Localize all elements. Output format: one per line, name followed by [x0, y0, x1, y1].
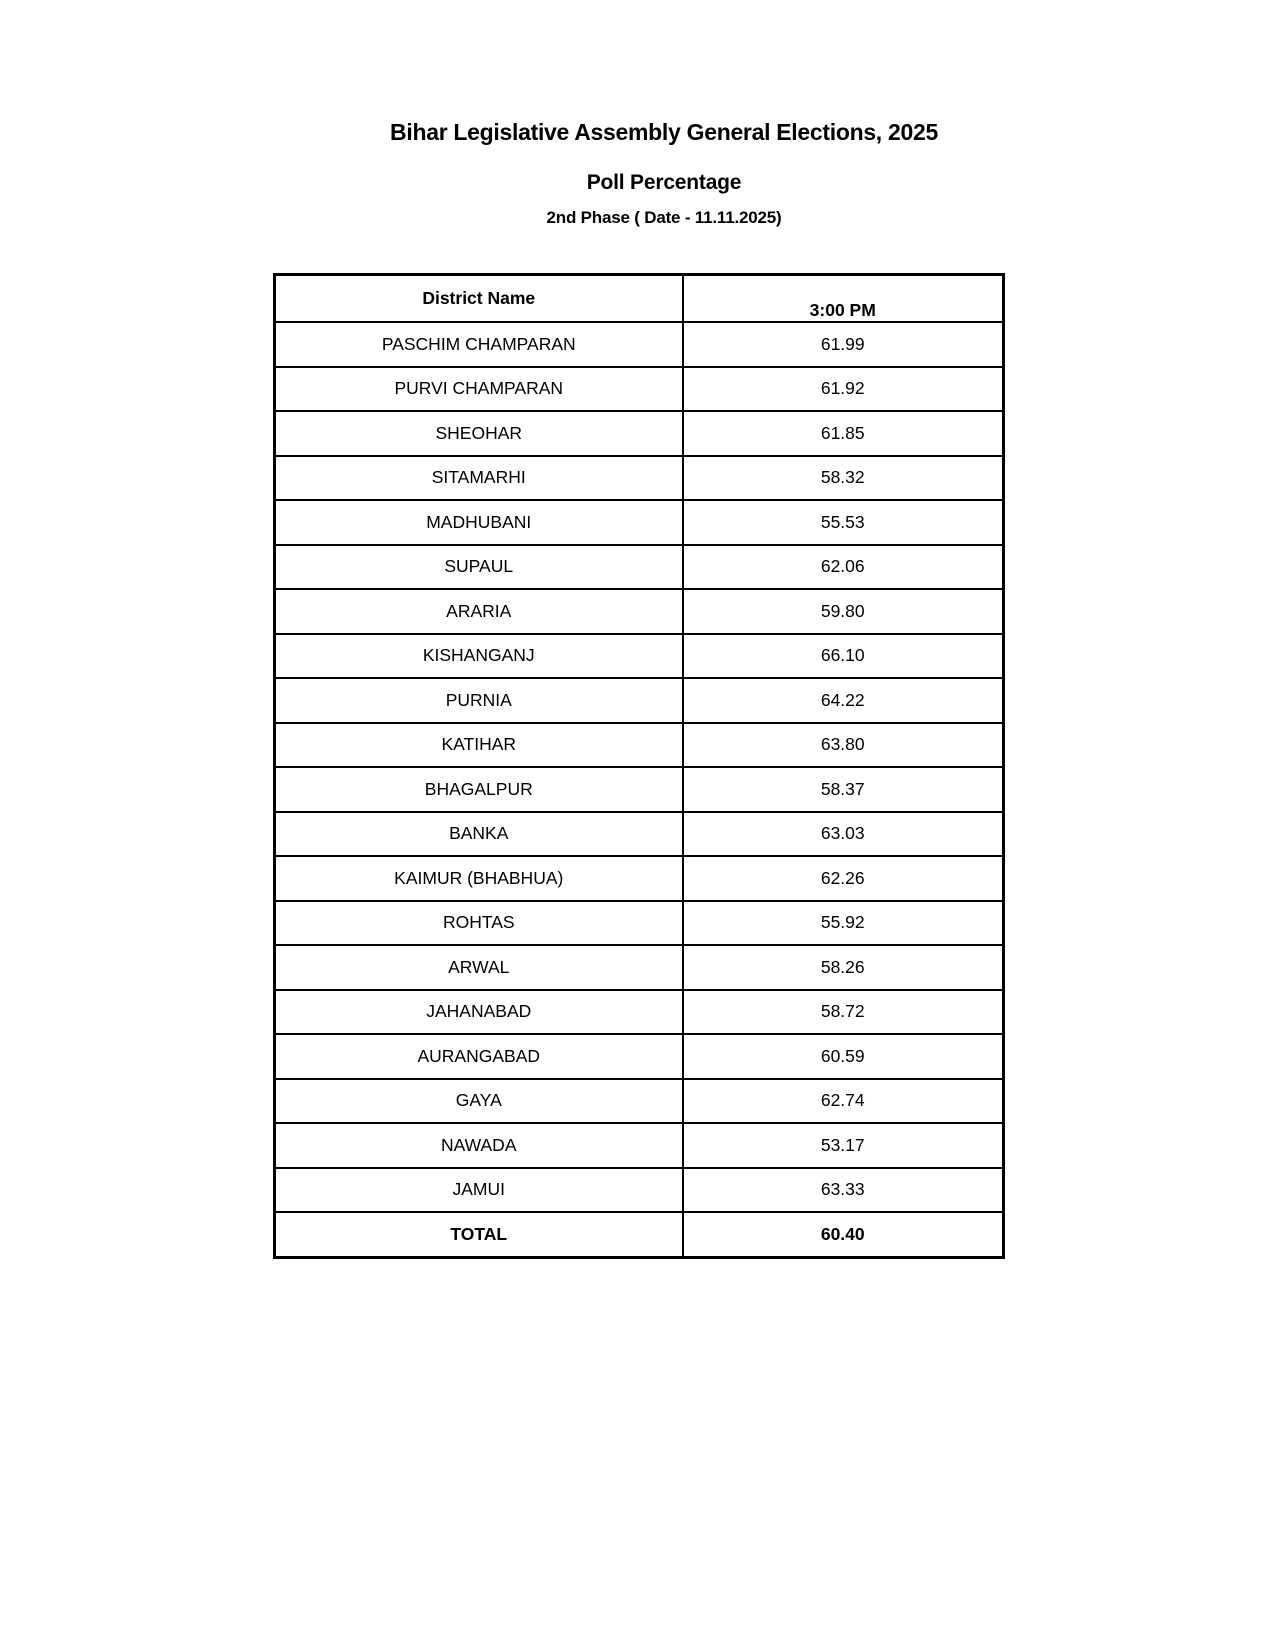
table-row: [275, 589, 1004, 634]
value-cell: 61.99: [683, 322, 1004, 367]
table-row: [275, 322, 1004, 367]
district-cell: SHEOHAR: [275, 411, 683, 456]
table-row: [275, 1034, 1004, 1079]
table-row: [275, 901, 1004, 946]
total-row: [275, 1212, 1004, 1257]
value-cell: 55.92: [683, 901, 1004, 946]
value-cell: 61.85: [683, 411, 1004, 456]
table-body: [275, 322, 1004, 1212]
total-value: 60.40: [683, 1212, 1004, 1257]
header-time: 3:00 PM: [683, 275, 1004, 323]
district-cell: BANKA: [275, 812, 683, 857]
value-cell: 58.37: [683, 767, 1004, 812]
table-row: [275, 856, 1004, 901]
table-row: [275, 456, 1004, 501]
value-cell: 64.22: [683, 678, 1004, 723]
district-cell: GAYA: [275, 1079, 683, 1124]
phase-line: 2nd Phase ( Date - 11.11.2025): [546, 208, 782, 227]
table-row: [275, 945, 1004, 990]
district-cell: JAHANABAD: [275, 990, 683, 1035]
district-cell: NAWADA: [275, 1123, 683, 1168]
district-cell: KISHANGANJ: [275, 634, 683, 679]
table-row: [275, 990, 1004, 1035]
value-cell: 60.59: [683, 1034, 1004, 1079]
table-row: [275, 678, 1004, 723]
table-row: [275, 1079, 1004, 1124]
doc-subtitle: Poll Percentage: [586, 171, 742, 194]
header-row: [275, 275, 1004, 323]
value-cell: 62.06: [683, 545, 1004, 590]
total-label: TOTAL: [275, 1212, 683, 1257]
district-cell: PURNIA: [275, 678, 683, 723]
district-cell: JAMUI: [275, 1168, 683, 1213]
district-cell: SITAMARHI: [275, 456, 683, 501]
district-cell: SUPAUL: [275, 545, 683, 590]
district-cell: ARWAL: [275, 945, 683, 990]
district-cell: KAIMUR (BHABHUA): [275, 856, 683, 901]
table-row: [275, 1123, 1004, 1168]
value-cell: 58.72: [683, 990, 1004, 1035]
table-row: [275, 1168, 1004, 1213]
value-cell: 62.74: [683, 1079, 1004, 1124]
value-cell: 53.17: [683, 1123, 1004, 1168]
district-cell: PASCHIM CHAMPARAN: [275, 322, 683, 367]
value-cell: 63.80: [683, 723, 1004, 768]
value-cell: 55.53: [683, 500, 1004, 545]
table-row: [275, 545, 1004, 590]
district-cell: ROHTAS: [275, 901, 683, 946]
value-cell: 63.03: [683, 812, 1004, 857]
table-row: [275, 367, 1004, 412]
table-row: [275, 411, 1004, 456]
page-title: Bihar Legislative Assembly General Elections, 2025: [390, 119, 938, 145]
poll-percentage-table: [273, 273, 1005, 1259]
header-district-name: District Name: [275, 275, 683, 323]
value-cell: 58.32: [683, 456, 1004, 501]
value-cell: 63.33: [683, 1168, 1004, 1213]
district-cell: ARARIA: [275, 589, 683, 634]
district-cell: BHAGALPUR: [275, 767, 683, 812]
district-cell: PURVI CHAMPARAN: [275, 367, 683, 412]
table-row: [275, 500, 1004, 545]
value-cell: 66.10: [683, 634, 1004, 679]
value-cell: 58.26: [683, 945, 1004, 990]
table-row: [275, 812, 1004, 857]
district-cell: MADHUBANI: [275, 500, 683, 545]
district-cell: AURANGABAD: [275, 1034, 683, 1079]
table-row: [275, 634, 1004, 679]
value-cell: 61.92: [683, 367, 1004, 412]
district-cell: KATIHAR: [275, 723, 683, 768]
value-cell: 62.26: [683, 856, 1004, 901]
table-row: [275, 767, 1004, 812]
table-row: [275, 723, 1004, 768]
value-cell: 59.80: [683, 589, 1004, 634]
